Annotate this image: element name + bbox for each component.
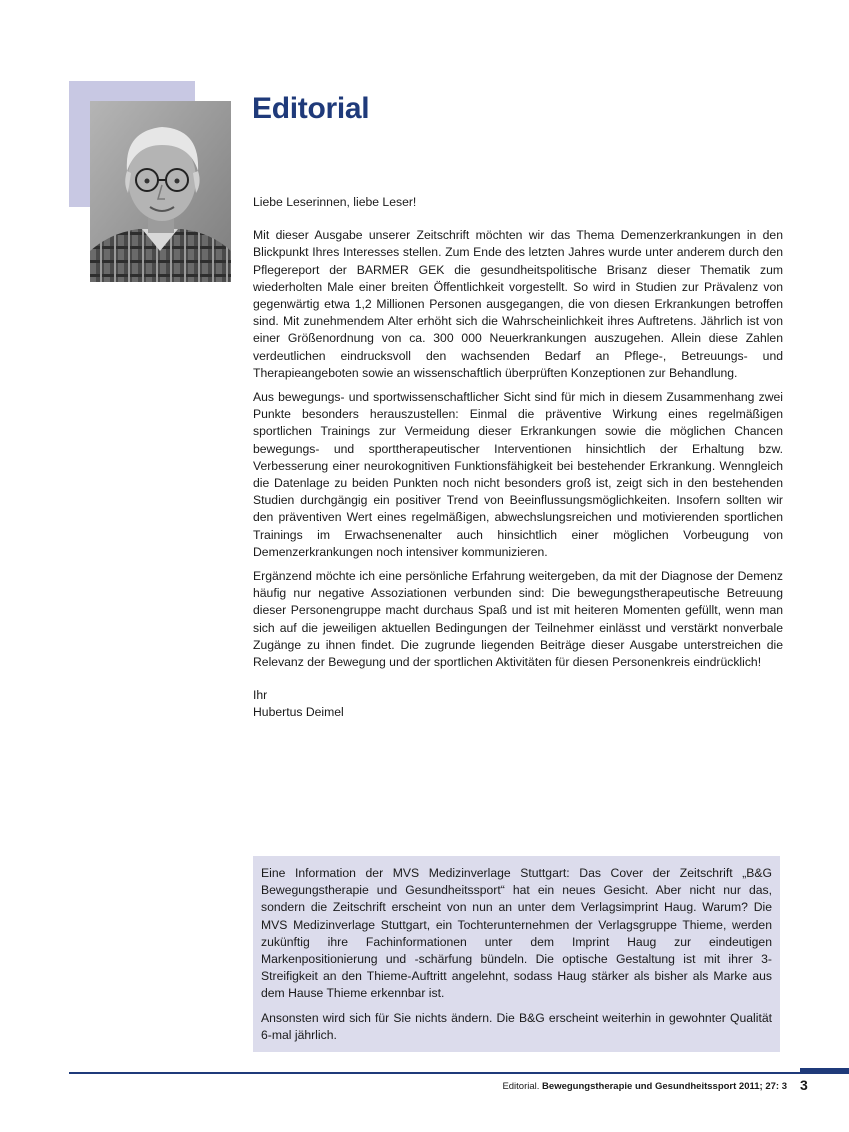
author-photo	[90, 101, 231, 282]
footer-section: Editorial.	[502, 1081, 540, 1092]
editorial-body	[253, 194, 783, 722]
footer-journal: Bewegungstherapie und Gesundheitssport 2011; 27: 3	[542, 1081, 787, 1092]
page-title: Editorial	[252, 92, 370, 125]
page-number: 3	[800, 1077, 808, 1093]
info-paragraph: Ansonsten wird sich für Sie nichts ändern. Die B&G erscheint weiterhin in gewohnter Qualität 6-mal jährlich.	[261, 1010, 772, 1042]
paragraph: Mit dieser Ausgabe unserer Zeitschrift möchten wir das Thema Demenzerkrankungen in den Blickpunkt Ihres Interesses stellen. Zum Ende des letzten Jahres wurde unter anderem durch den Pflegereport der BARMER GEK die gesundheitspolitische Brisanz dieser Thematik zum wiederholten Male einer breiten Öffentlichkeit vorgestellt. So wird in Studien zur Prävalenz von gegenwärtig etwa 1,2 Millionen Personen ausgegangen, die von diesen Erkrankungen betroffen sind. Mit zunehmendem Alter erhöht sich die Wahrscheinlichkeit ihres Auftretens. Jährlich ist von einer Größenordnung von ca. 300 000 Neuerkrankungen auszugehen. Allein diese Zahlen verdeutlichen eindrucksvoll den wachsenden Bedarf an Pflege-, Betreuungs- und Therapieangeboten sowie an wissenschaftlich überprüften Konzeptionen zur Behandlung.	[253, 228, 783, 380]
salutation: Liebe Leserinnen, liebe Leser!	[253, 195, 417, 209]
paragraph: Aus bewegungs- und sportwissenschaftlicher Sicht sind für mich in diesem Zusammenhang zwei Punkte besonders herauszustellen: Einmal die präventive Wirkung eines regelmäßigen sportlichen Trainings zur Vermeidung dieser Erkrankungen sowie die möglichen Chancen bewegungs- und sporttherapeutischer Interventionen hinsichtlich der Erhaltung bzw. Verbesserung einer neurokognitiven Funktionsfähigkeit bei bestehender Erkrankung. Wenngleich die Datenlage zu beiden Punkten noch nicht besonders groß ist, zeigt sich in den bestehenden Studien durchgängig ein positiver Trend von Beeinflussungsmöglichkeiten. Insofern sollten wir den präventiven Wert eines regelmäßigen, abwechslungsreichen und motivierenden sportlichen Trainings im Erwachsenenalter auch hinsichtlich einer möglichen Vorbeugung von Demenzerkrankungen noch intensiver kommunizieren.	[253, 390, 783, 559]
info-paragraph: Eine Information der MVS Medizinverlage Stuttgart: Das Cover der Zeitschrift „B&G Bewegungstherapie und Gesundheitssport“ hat ein neues Gesicht. Aber nicht nur das, sondern die Zeitschrift erscheint von nun an unter dem Verlagsimprint Haug. Warum? Die MVS Medizinverlage Stuttgart, ein Tochterunternehmen der Verlagsgruppe Thieme, werden zukünftig ihre Fachinformationen unter dem Imprint Haug zur eindeutigen Markenpositionierung und -schärfung bündeln. Die optische Gestaltung ist mit ihrer 3-Streifigkeit an den Thieme-Auftritt angelehnt, sodass Haug stärker als bisher als Marke aus dem Hause Thieme erkennbar ist.	[261, 866, 772, 1001]
paragraph: Ergänzend möchte ich eine persönliche Erfahrung weitergeben, da mit der Diagnose der Demenz häufig nur negative Assoziationen verbunden sind: Die bewegungstherapeutische Betreuung dieser Personengruppe macht durchaus Spaß und ist mit heiteren Momenten gefüllt, wenn man sich auf die jeweiligen aktuellen Bedingungen der Teilnehmer einlässt und verstärkt nonverbale Zugänge zu ihnen findet. Die zugrunde liegenden Beiträge dieser Ausgabe unterstreichen die Relevanz der Bewegung und der sportlichen Aktivitäten für diesen Personenkreis eindrücklich!	[253, 569, 783, 670]
footer-rule	[69, 1072, 849, 1074]
footer-accent-bar	[800, 1068, 849, 1074]
running-footer	[502, 1081, 787, 1092]
publisher-info-box	[253, 856, 780, 1052]
signature	[253, 687, 783, 721]
closing: Ihr	[253, 688, 268, 703]
author-name: Hubertus Deimel	[253, 705, 344, 720]
